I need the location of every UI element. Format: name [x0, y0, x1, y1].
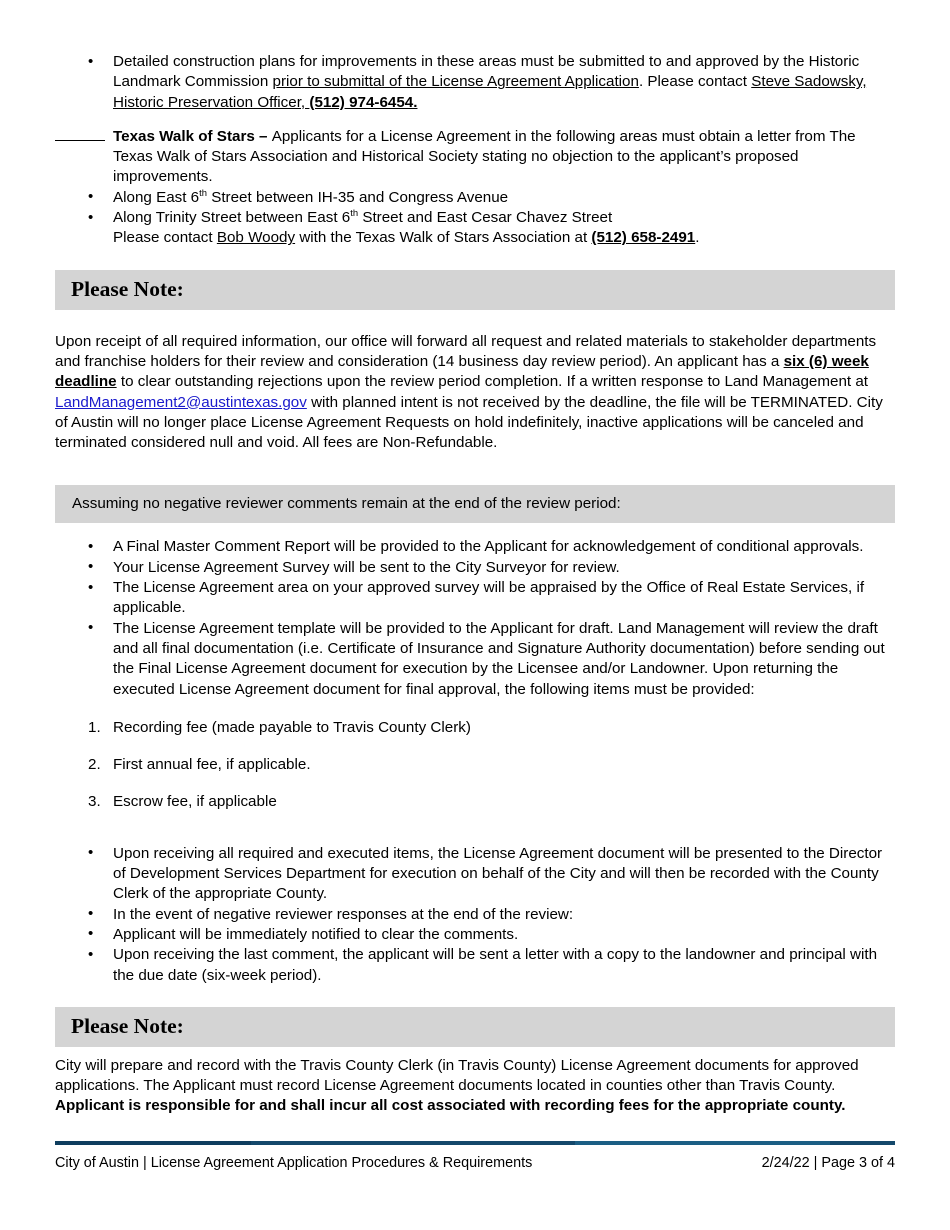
please-note-heading-2: Please Note:	[55, 1007, 895, 1047]
contact-prefix: Please contact	[113, 229, 217, 247]
page-footer	[55, 1154, 895, 1172]
street-suffix: Street and East Cesar Chavez Street	[358, 209, 613, 227]
review-bullet-list	[55, 537, 895, 699]
deadline-emphasis: six (6) week deadline	[55, 352, 869, 391]
list-item: • The License Agreement template will be provided to the Applicant for draft. Land Management will review the draft and all final documentation (i.e. Certificate of Insurance and Signature Authority documentation) before sending out the Final License Agreement document for execution by the Licensee and/or Landowner. Upon returning the executed License Agreement document for final approval, the following items must be provided:	[55, 619, 895, 700]
texas-walk-of-stars-bullets	[55, 188, 895, 249]
required-items-list	[55, 718, 895, 813]
paragraph-part-3: with planned intent is not received by the deadline, the file will be TERMINATED. City of Austin will no longer place License Agreement Requests on hold indefinitely, inactive applications will be canceled and terminated considered null and void. All fees are Non-Refundable.	[55, 393, 883, 452]
contact-phone: (512) 658-2491	[591, 229, 696, 247]
contact-phone: (512) 974-6454.	[309, 93, 418, 111]
paragraph-part-1: Upon receipt of all required information, our office will forward all request and related materials to stakeholder departments and franchise holders for their review and consideration (14 business day review period). An applicant has a	[55, 332, 877, 370]
document-body	[55, 52, 895, 1117]
footer-left-text: City of Austin | License Agreement Application Procedures & Requirements	[55, 1155, 533, 1171]
list-item: Recording fee (made payable to Travis County Clerk)	[113, 718, 471, 736]
responsibility-emphasis: Applicant is responsible for and shall incur all cost associated with recording fees for the appropriate county.	[55, 1097, 846, 1115]
post-execution-bullet-list	[55, 844, 895, 986]
paragraph-part-1: City will prepare and record with the Travis County Clerk (in Travis County) License Agreement documents for approved applications. The Applicant must record License Agreement documents located in counties other than Travis County.	[55, 1056, 859, 1095]
footer-right-text: 2/24/22 | Page 3 of 4	[761, 1155, 895, 1171]
email-link[interactable]: LandManagement2@austintexas.gov	[55, 393, 307, 411]
contact-period: .	[695, 229, 700, 247]
ordinal-suffix: th	[199, 186, 207, 198]
list-item: • The License Agreement area on your approved survey will be appraised by the Office of Real Estate Services, if applicable.	[55, 578, 895, 619]
list-item	[55, 52, 895, 113]
texas-walk-of-stars-intro: Applicants for a License Agreement in the following areas must obtain a letter from The Texas Walk of Stars Association and Historical Society stating no objection to the applicant’s proposed improvements.	[113, 127, 856, 186]
bullet-text-underline-1: prior to submittal of the License Agreement Application	[272, 73, 639, 91]
list-item: • Upon receiving the last comment, the applicant will be sent a letter with a copy to the landowner and principal with the due date (six-week period).	[55, 945, 895, 986]
footer-divider-segment-right	[575, 1141, 830, 1145]
street-prefix: Along Trinity Street between East 6	[113, 209, 351, 227]
ordinal-suffix: th	[350, 207, 359, 219]
list-item	[55, 188, 895, 208]
list-item: Escrow fee, if applicable	[113, 793, 277, 811]
blank-underscore-rule	[55, 140, 105, 141]
street-suffix: Street between IH-35 and Congress Avenue	[206, 188, 509, 206]
street-prefix: Along East 6	[113, 188, 200, 206]
paragraph-part-2: to clear outstanding rejections upon the review period completion. If a written response to Land Management at	[116, 373, 869, 391]
list-item	[55, 208, 895, 249]
contact-name-underline: Steve Sadowsky, Historic Preservation Officer,	[113, 73, 867, 111]
top-bullet-list	[55, 52, 895, 113]
footer-divider-segment-left	[55, 1141, 251, 1145]
bullet-text-plain-1: Detailed construction plans for improvements in these areas must be submitted to and approved by the Historic Landmark Commission	[113, 53, 860, 91]
texas-walk-of-stars-title: Texas Walk of Stars	[113, 127, 255, 145]
texas-walk-of-stars-block	[55, 127, 895, 188]
list-item: • Your License Agreement Survey will be sent to the City Surveyor for review.	[55, 558, 895, 578]
em-dash: –	[254, 127, 272, 145]
footer-divider	[55, 1141, 895, 1145]
list-item: • In the event of negative reviewer responses at the end of the review:	[55, 905, 895, 925]
please-note-paragraph-2	[55, 1056, 895, 1117]
contact-middle: with the Texas Walk of Stars Association at	[295, 229, 592, 247]
review-period-bar: Assuming no negative reviewer comments remain at the end of the review period:	[55, 485, 895, 523]
please-note-heading-1: Please Note:	[55, 270, 895, 310]
list-item: • A Final Master Comment Report will be provided to the Applicant for acknowledgement of conditional approvals.	[55, 537, 895, 557]
please-note-paragraph-1	[55, 332, 895, 454]
list-item: • Applicant will be immediately notified to clear the comments.	[55, 925, 895, 945]
list-item: First annual fee, if applicable.	[113, 756, 311, 774]
list-item: • Upon receiving all required and executed items, the License Agreement document will be presented to the Director of Development Services Department for execution on behalf of the City and will then be recorded with the County Clerk of the appropriate County.	[55, 844, 895, 905]
bullet-text-plain-2: . Please contact	[638, 73, 752, 91]
contact-person-name: Bob Woody	[216, 229, 296, 247]
